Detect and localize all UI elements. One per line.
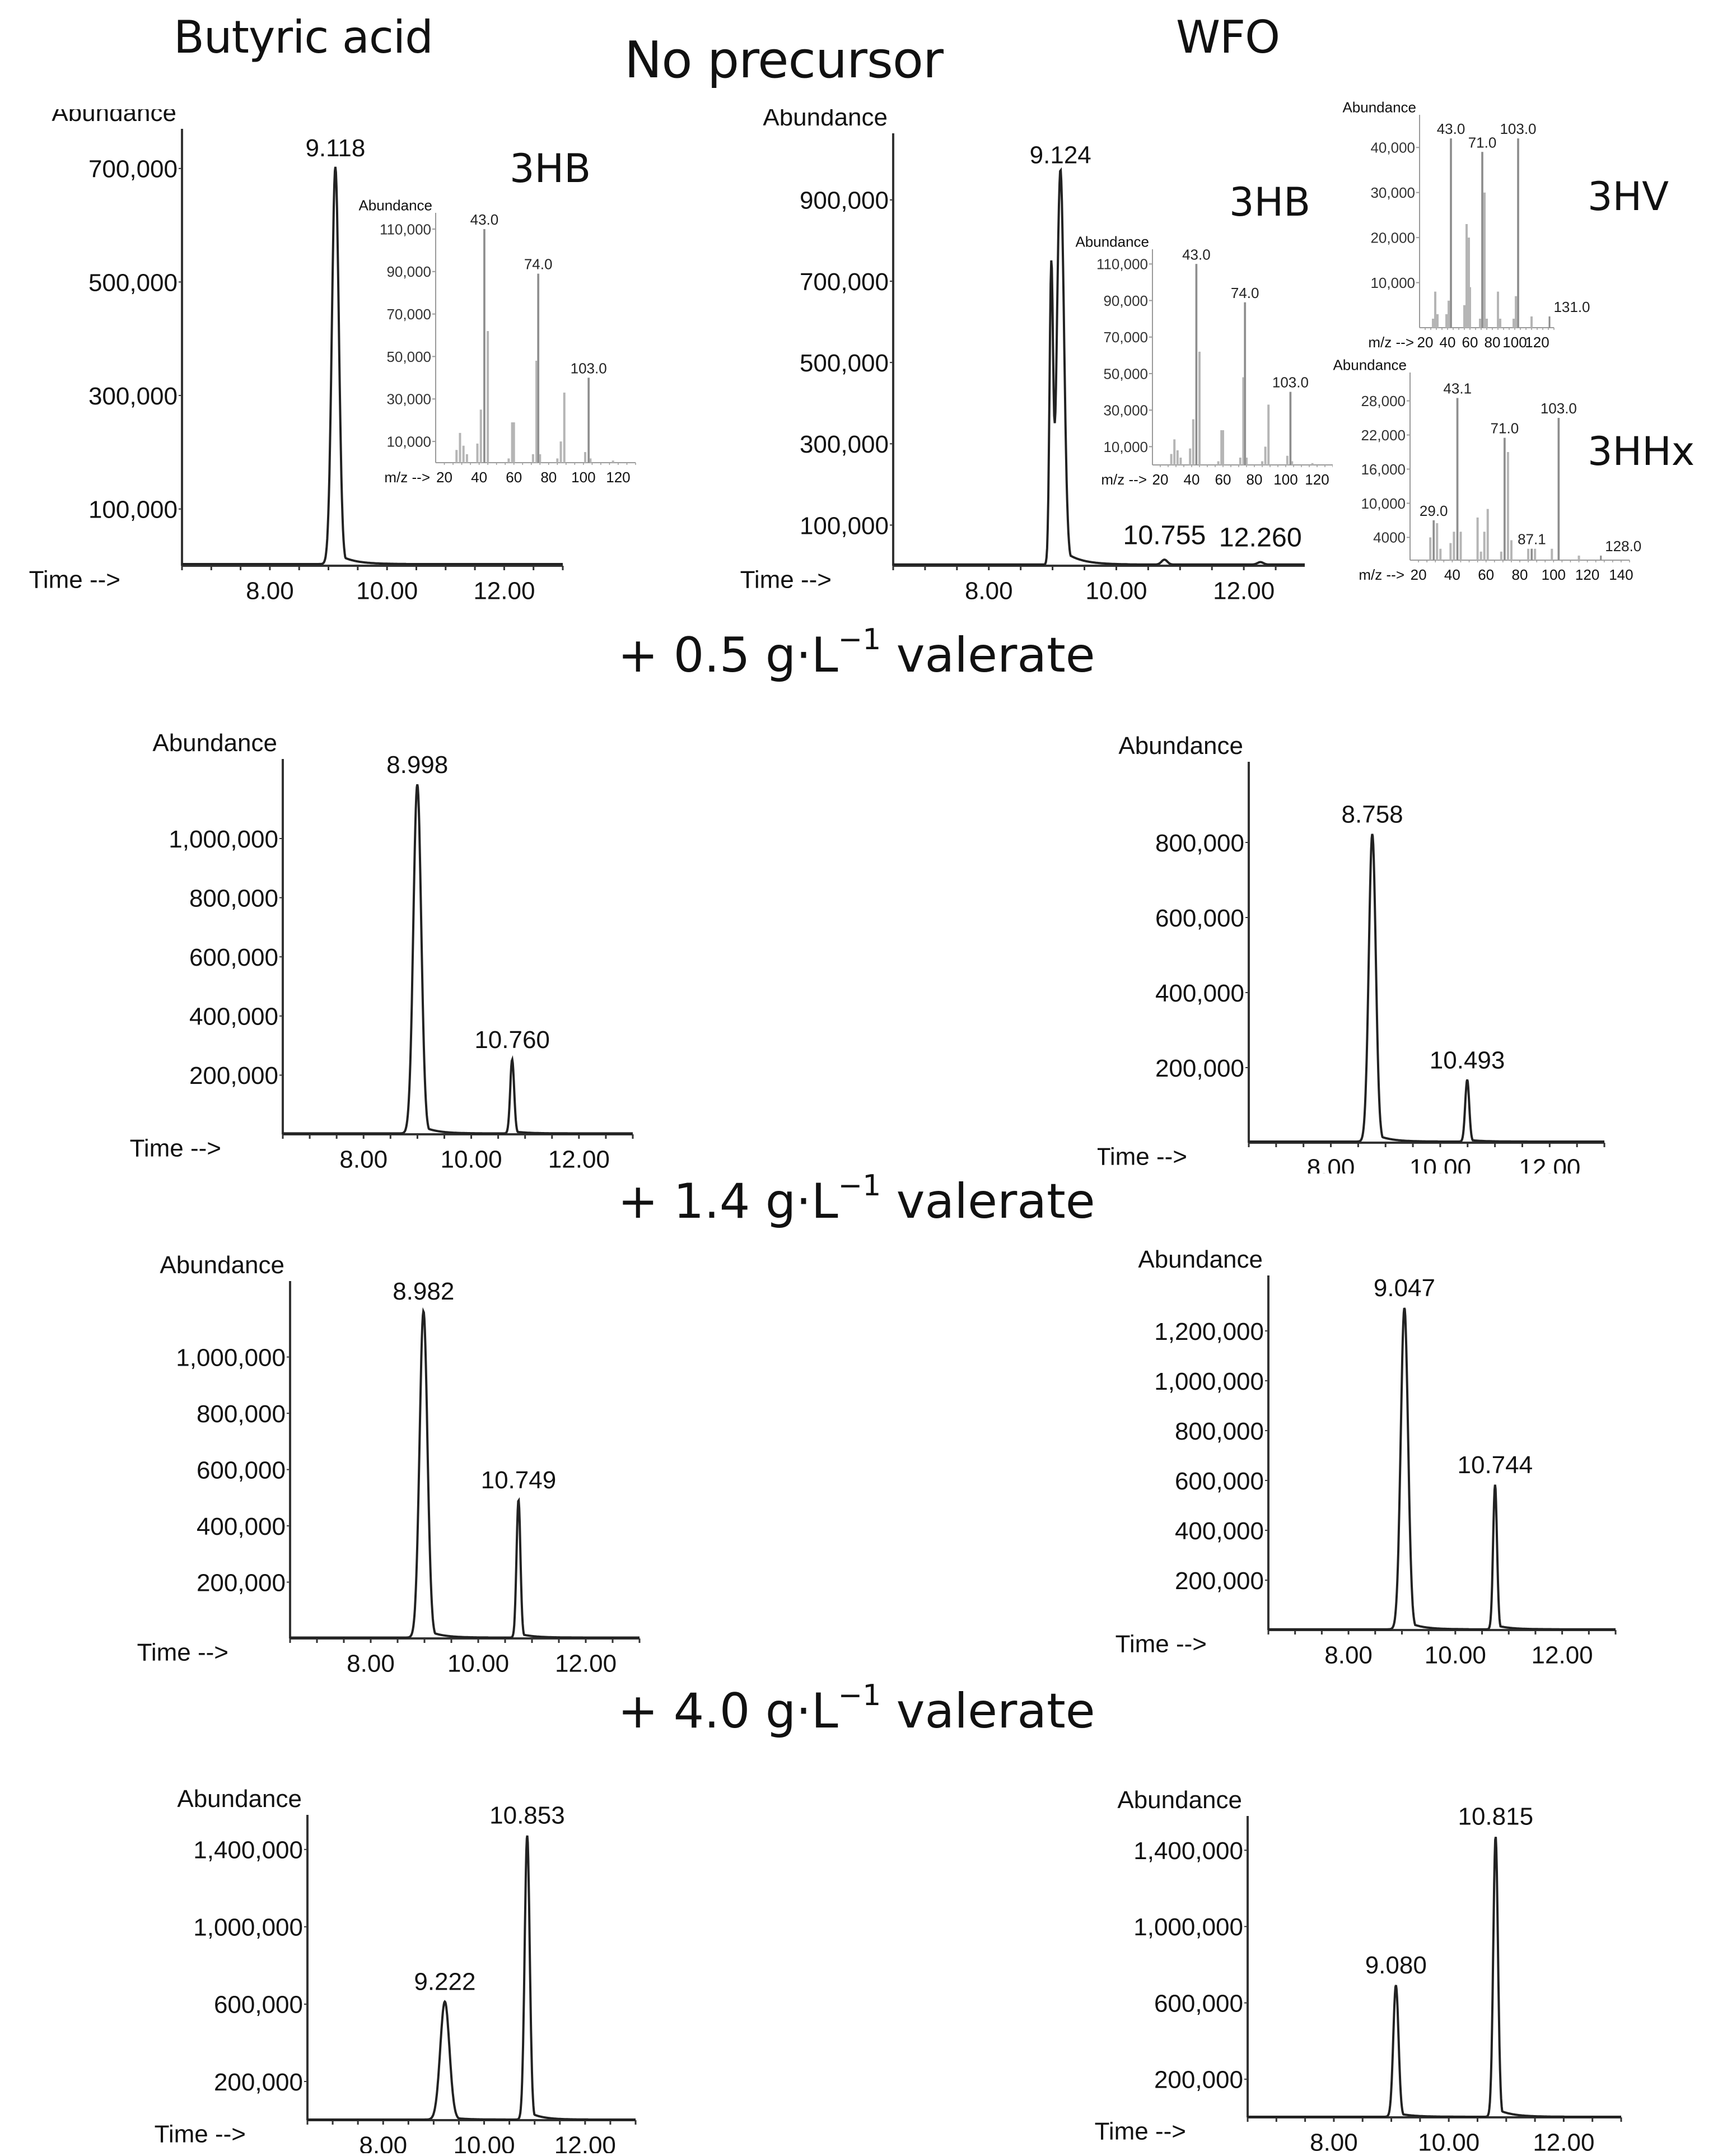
y-tick-label: 200,000 <box>196 1569 286 1597</box>
y-tick-label: 1,000,000 <box>176 1344 286 1372</box>
row-label-sup: −1 <box>838 1169 881 1203</box>
x-tick-label: 8.00 <box>339 1145 388 1174</box>
chart-svg <box>123 1249 672 1680</box>
x-tick-label: 8.00 <box>1324 1641 1373 1669</box>
y-tick-label: 110,000 <box>379 221 431 238</box>
row-label-sup: −1 <box>838 623 881 656</box>
chromatogram-butyric-1-4-valerate <box>123 1249 672 1680</box>
y-tick-label: 50,000 <box>1103 365 1148 383</box>
x-axis-title: m/z --> <box>1359 566 1404 584</box>
y-tick-label: 400,000 <box>1174 1517 1264 1545</box>
ms-peak-label: 74.0 <box>524 255 553 273</box>
peak-label: 10.493 <box>1429 1046 1505 1074</box>
x-tick-label: 80 <box>1511 566 1528 584</box>
peak-label: 9.118 <box>305 134 366 162</box>
x-tick-label: 40 <box>1444 566 1460 584</box>
y-tick-label: 16,000 <box>1361 460 1406 478</box>
x-tick-label: 40 <box>1439 334 1456 351</box>
ms-peak-label: 103.0 <box>570 360 607 377</box>
y-axis-title: Abundance <box>1118 732 1243 760</box>
x-axis-title: m/z --> <box>384 469 430 486</box>
x-tick-label: 60 <box>1478 566 1495 584</box>
chart-svg <box>1064 224 1333 501</box>
peak-label: 10.815 <box>1458 1803 1534 1831</box>
header-no-precursor: No precursor <box>624 31 944 90</box>
row-label-suffix: valerate <box>881 627 1095 683</box>
y-axis-title: Abundance <box>1333 358 1407 374</box>
y-axis-title: Abundance <box>1117 1786 1242 1814</box>
row-label-text: + 0.5 g·L <box>618 627 838 683</box>
chromatogram-trace <box>1249 834 1604 1142</box>
y-tick-label: 200,000 <box>189 1062 278 1090</box>
y-tick-label: 100,000 <box>799 512 889 540</box>
y-tick-label: 1,000,000 <box>193 1913 303 1941</box>
x-tick-label: 12.00 <box>1531 1641 1593 1669</box>
row-label-suffix: valerate <box>881 1174 1095 1230</box>
x-tick-label: 8.00 <box>246 577 294 605</box>
y-tick-label: 200,000 <box>213 2068 303 2096</box>
peak-label: 10.744 <box>1457 1451 1533 1479</box>
y-tick-label: 30,000 <box>386 390 431 408</box>
peak-label: 8.758 <box>1341 800 1403 828</box>
y-tick-label: 30,000 <box>1103 402 1148 419</box>
x-tick-label: 12.00 <box>554 2131 616 2153</box>
y-tick-label: 90,000 <box>1103 292 1148 309</box>
x-tick-label: 80 <box>540 469 557 486</box>
y-tick-label: 200,000 <box>1154 2066 1243 2094</box>
y-tick-label: 800,000 <box>189 884 278 912</box>
x-tick-label: 20 <box>1152 471 1169 488</box>
x-tick-label: 60 <box>506 469 522 486</box>
chart-svg <box>1075 1759 1646 2153</box>
ms-peak-label: 103.0 <box>1540 400 1577 417</box>
x-tick-label: 10.00 <box>356 577 418 605</box>
peak-label: 8.998 <box>386 751 449 779</box>
header-wfo: WFO <box>1176 11 1280 63</box>
y-tick-label: 1,000,000 <box>1154 1367 1264 1395</box>
x-tick-label: 12.00 <box>1213 577 1275 605</box>
chromatogram-trace <box>283 784 633 1133</box>
x-tick-label: 20 <box>1410 566 1427 584</box>
chart-svg <box>1322 358 1658 594</box>
x-axis-title: Time --> <box>137 1638 228 1666</box>
peak-label: 10.853 <box>489 1801 565 1829</box>
y-tick-label: 10,000 <box>1103 438 1148 455</box>
peak-label: 9.080 <box>1365 1951 1427 1979</box>
y-tick-label: 800,000 <box>196 1400 286 1428</box>
y-axis-title: Abundance <box>358 197 432 214</box>
ms-peak-label: 43.0 <box>470 211 499 228</box>
x-axis-title: Time --> <box>154 2120 246 2148</box>
y-tick-label: 70,000 <box>1103 329 1148 346</box>
chromatogram-wfo-4-0-valerate <box>1075 1759 1646 2153</box>
x-tick-label: 10.00 <box>440 1145 502 1174</box>
chromatogram-wfo-1-4-valerate <box>1098 1244 1646 1675</box>
y-tick-label: 300,000 <box>799 431 889 459</box>
ms-peak-label: 43.0 <box>1436 120 1465 138</box>
y-tick-label: 10,000 <box>1361 495 1406 512</box>
x-axis-title: Time --> <box>1094 2117 1186 2145</box>
y-tick-label: 50,000 <box>386 348 431 365</box>
row-label-4-0-valerate <box>0 1679 1713 1739</box>
y-tick-label: 900,000 <box>799 187 889 215</box>
y-axis-title: Abundance <box>1342 99 1416 116</box>
x-tick-label: 120 <box>1525 334 1549 351</box>
x-tick-label: 120 <box>606 469 631 486</box>
y-tick-label: 200,000 <box>1155 1054 1244 1082</box>
x-tick-label: 80 <box>1484 334 1501 351</box>
y-axis-title: Abundance <box>52 109 176 127</box>
ms-peak-label: 43.0 <box>1182 246 1211 263</box>
y-tick-label: 700,000 <box>88 155 178 183</box>
chromatogram-trace <box>1248 1837 1621 2117</box>
y-tick-label: 1,400,000 <box>1133 1837 1243 1865</box>
y-tick-label: 100,000 <box>88 496 178 524</box>
row-label-0-5-valerate <box>0 623 1713 683</box>
compound-label-3hb-butyric: 3HB <box>510 146 591 192</box>
row-label-sup: −1 <box>838 1679 881 1712</box>
y-tick-label: 700,000 <box>799 268 889 296</box>
y-tick-label: 300,000 <box>88 382 178 410</box>
chart-svg <box>1098 1244 1646 1675</box>
y-tick-label: 110,000 <box>1096 255 1148 273</box>
x-tick-label: 8.00 <box>359 2131 408 2153</box>
y-tick-label: 10,000 <box>1370 274 1415 291</box>
mass-spectrum-3hb-butyric <box>330 190 638 496</box>
x-tick-label: 100 <box>1541 566 1566 584</box>
y-tick-label: 600,000 <box>189 944 278 972</box>
chart-svg <box>123 1759 672 2153</box>
row-label-text: + 1.4 g·L <box>618 1174 838 1230</box>
x-tick-label: 10.00 <box>1418 2129 1480 2153</box>
x-axis-title: m/z --> <box>1368 334 1414 351</box>
y-tick-label: 10,000 <box>386 433 431 450</box>
y-axis-title: Abundance <box>763 109 888 131</box>
ms-peak-label: 131.0 <box>1553 298 1590 315</box>
x-tick-label: 10.00 <box>1424 1641 1486 1669</box>
x-axis-title: m/z --> <box>1101 471 1147 488</box>
y-tick-label: 70,000 <box>386 305 431 323</box>
chromatogram-trace <box>290 1311 640 1637</box>
x-tick-label: 8.00 <box>964 577 1013 605</box>
y-tick-label: 1,000,000 <box>169 825 278 853</box>
x-tick-label: 60 <box>1462 334 1478 351</box>
chart-svg <box>330 190 638 496</box>
ms-peak-label: 71.0 <box>1490 420 1519 437</box>
y-tick-label: 600,000 <box>196 1456 286 1484</box>
chromatogram-trace <box>1268 1308 1616 1629</box>
chromatogram-butyric-0-5-valerate <box>123 723 661 1174</box>
ms-peak-label: 103.0 <box>1272 374 1309 391</box>
ms-peak-label: 103.0 <box>1500 120 1537 138</box>
x-axis-title: Time --> <box>1098 1143 1187 1171</box>
ms-peak-label: 87.1 <box>1518 530 1546 548</box>
x-tick-label: 120 <box>1305 471 1329 488</box>
mass-spectrum-3hb-wfo <box>1064 224 1333 501</box>
chromatogram-butyric-4-0-valerate <box>123 1759 672 2153</box>
y-tick-label: 400,000 <box>196 1512 286 1540</box>
y-tick-label: 22,000 <box>1361 426 1406 444</box>
y-tick-label: 1,400,000 <box>193 1836 303 1864</box>
x-axis-title: Time --> <box>29 566 120 594</box>
y-tick-label: 28,000 <box>1361 392 1406 409</box>
peak-label: 9.222 <box>414 1968 476 1996</box>
ms-peak-label: 29.0 <box>1419 502 1448 519</box>
y-tick-label: 40,000 <box>1370 139 1415 156</box>
y-tick-label: 4000 <box>1373 529 1406 546</box>
chart-svg <box>1098 723 1646 1174</box>
ms-peak-label: 128.0 <box>1605 537 1642 555</box>
compound-label-3hb-wfo: 3HB <box>1229 179 1311 225</box>
x-tick-label: 12.00 <box>473 577 535 605</box>
y-axis-title: Abundance <box>152 729 277 757</box>
x-tick-label: 10.00 <box>1085 577 1147 605</box>
y-tick-label: 800,000 <box>1174 1417 1264 1445</box>
y-tick-label: 1,200,000 <box>1154 1317 1264 1345</box>
peak-label: 10.749 <box>480 1466 557 1494</box>
x-tick-label: 10.00 <box>447 1650 510 1678</box>
mass-spectrum-3hhx-wfo <box>1322 358 1658 594</box>
y-axis-title: Abundance <box>160 1251 284 1279</box>
ms-peak-label: 74.0 <box>1230 284 1259 301</box>
x-tick-label: 20 <box>436 469 452 486</box>
y-axis-title: Abundance <box>1075 233 1149 250</box>
chart-svg <box>1322 98 1624 353</box>
x-tick-label: 20 <box>1417 334 1434 351</box>
x-tick-label: 10.00 <box>453 2131 515 2153</box>
x-tick-label: 8.00 <box>1310 2129 1358 2153</box>
x-tick-label: 120 <box>1575 566 1600 584</box>
y-tick-label: 400,000 <box>1155 979 1244 1007</box>
x-tick-label: 80 <box>1246 471 1263 488</box>
x-tick-label: 60 <box>1215 471 1231 488</box>
x-tick-label: 40 <box>1183 471 1200 488</box>
compound-label-3hhx-wfo: 3HHx <box>1588 429 1695 474</box>
ms-peak-label: 43.1 <box>1443 380 1472 397</box>
y-tick-label: 600,000 <box>1154 1990 1243 2018</box>
x-tick-label: 12.00 <box>554 1650 617 1678</box>
peak-label: 8.982 <box>393 1278 455 1306</box>
y-tick-label: 30,000 <box>1370 184 1415 202</box>
y-tick-label: 400,000 <box>189 1003 278 1031</box>
y-tick-label: 500,000 <box>799 349 889 377</box>
y-tick-label: 600,000 <box>1174 1467 1264 1495</box>
header-butyric-acid: Butyric acid <box>174 11 433 63</box>
x-tick-label: 8.00 <box>1306 1154 1355 1174</box>
x-tick-label: 140 <box>1609 566 1633 584</box>
compound-label-3hv-wfo: 3HV <box>1588 174 1669 220</box>
x-tick-label: 8.00 <box>347 1650 395 1678</box>
y-tick-label: 600,000 <box>213 1991 303 2019</box>
peak-label: 9.047 <box>1373 1274 1435 1302</box>
x-tick-label: 10.00 <box>1409 1154 1471 1174</box>
ms-peak-label: 71.0 <box>1468 134 1497 151</box>
row-label-suffix: valerate <box>881 1683 1095 1739</box>
x-tick-label: 100 <box>571 469 596 486</box>
y-tick-label: 800,000 <box>1155 829 1244 857</box>
x-axis-title: Time --> <box>129 1134 221 1162</box>
y-tick-label: 20,000 <box>1370 229 1415 246</box>
y-tick-label: 1,000,000 <box>1133 1913 1243 1941</box>
y-tick-label: 500,000 <box>88 269 178 297</box>
chart-svg <box>123 723 661 1174</box>
peak-label: 12.260 <box>1219 522 1302 553</box>
row-label-1-4-valerate <box>0 1169 1713 1230</box>
row-label-text: + 4.0 g·L <box>618 1683 838 1739</box>
y-axis-title: Abundance <box>177 1785 302 1813</box>
x-tick-label: 100 <box>1273 471 1298 488</box>
x-tick-label: 12.00 <box>1519 1154 1581 1174</box>
x-tick-label: 100 <box>1502 334 1527 351</box>
y-tick-label: 90,000 <box>386 263 431 281</box>
peak-label: 10.760 <box>474 1026 550 1054</box>
x-axis-title: Time --> <box>1115 1630 1207 1658</box>
mass-spectrum-3hv-wfo <box>1322 98 1624 353</box>
x-axis-title: Time --> <box>740 566 832 594</box>
y-axis-title: Abundance <box>1138 1245 1263 1273</box>
x-tick-label: 40 <box>471 469 488 486</box>
chromatogram-wfo-0-5-valerate <box>1098 723 1646 1174</box>
peak-label: 10.755 <box>1123 520 1206 551</box>
y-tick-label: 600,000 <box>1155 904 1244 932</box>
peak-label: 9.124 <box>1029 141 1091 169</box>
x-tick-label: 12.00 <box>1533 2129 1595 2153</box>
y-tick-label: 200,000 <box>1174 1567 1264 1595</box>
x-tick-label: 12.00 <box>548 1145 610 1174</box>
